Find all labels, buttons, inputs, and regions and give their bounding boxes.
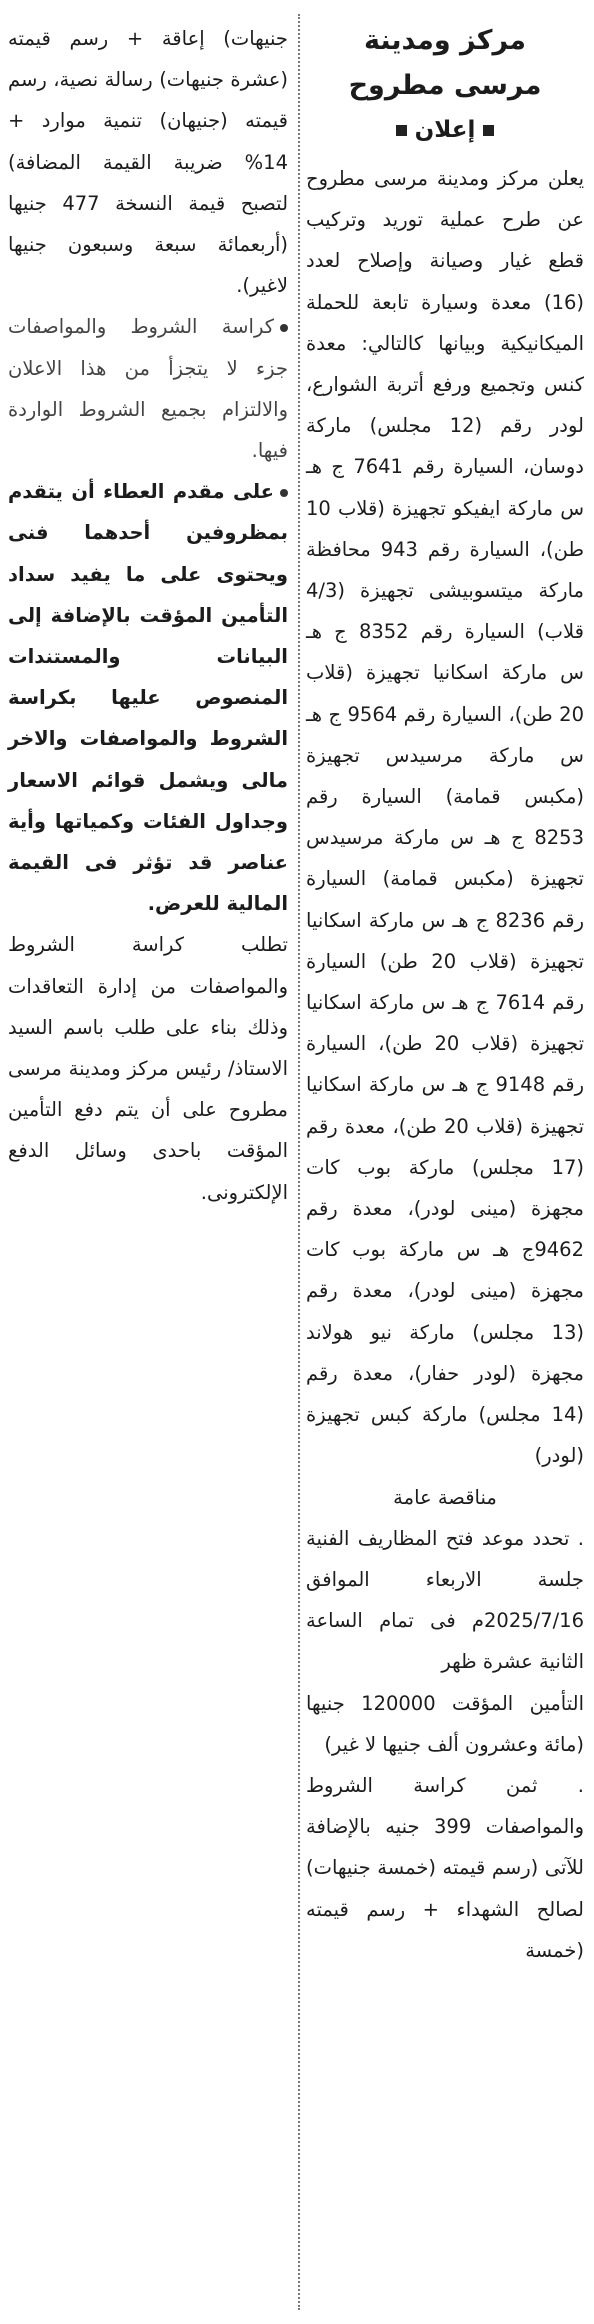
opening-date: . تحدد موعد فتح المظاريف الفنية جلسة الاربعاء الموافق 2025/7/16م فى تمام الساعة الثانية عشرة ظهر bbox=[306, 1526, 584, 1674]
right-column bbox=[306, 18, 584, 1971]
square-bullet-icon bbox=[396, 125, 407, 136]
notice-title-line1: مركز ومدينة bbox=[363, 25, 527, 56]
bullet-conditions bbox=[8, 306, 288, 471]
bullet-dot-icon bbox=[280, 324, 288, 332]
bullet-envelopes-text: على مقدم العطاء أن يتقدم بمظروفين أحدهما فنى ويحتوى على ما يفيد سداد التأمين المؤقت بالإضافة إلى البيانات والمستندات المنصوص عليها بكراسة الشروط والمواصفات والاخر مالى ويشمل قوائم الاسعار وجداول الفئات وكمياتها وأية عناصر قد تؤثر فى القيمة المالية للعرض. bbox=[8, 480, 288, 916]
bullet-envelopes bbox=[8, 471, 288, 924]
notice-subtitle bbox=[306, 108, 584, 152]
booklet-request: تطلب كراسة الشروط والمواصفات من إدارة التعاقدات وذلك بناء على طلب باسم السيد الاستاذ/ رئيس مركز ومدينة مرسى مطروح على أن يتم دفع التأمين المؤقت باحدى وسائل الدفع الإلكترونى. bbox=[8, 933, 288, 1204]
column-divider bbox=[298, 14, 300, 2310]
notice-intro: يعلن مركز ومدينة مرسى مطروح عن طرح عملية توريد وتركيب قطع غيار وصيانة وإصلاح لعدد (16) معدة وسيارة تابعة للحملة الميكانيكية وبيانها كالتالي: معدة كنس وتجميع ورفع أتربة الشوارع، لودر رقم (12 مجلس) ماركة دوسان، السيارة رقم 7641 ج هـ س ماركة ايفيكو تجهيزة (قلاب 10 طن)، السيارة رقم 943 محافظة ماركة ميتسوبيشى تجهيزة (4/3 قلاب) السيارة رقم 8352 ج هـ س ماركة اسكانيا تجهيزة (قلاب 20 طن)، السيارة رقم 9564 ج هـ س ماركة مرسيدس تجهيزة (مكبس قمامة) السيارة رقم 8253 ج هـ س ماركة مرسيدس تجهيزة (مكبس قمامة) السيارة رقم 8236 ج هـ س ماركة اسكانيا تجهيزة (قلاب 20 طن) السيارة رقم 7614 ج هـ س ماركة اسكانيا تجهيزة (قلاب 20 طن)، السيارة رقم 9148 ج هـ س ماركة اسكانيا تجهيزة (قلاب 20 طن)، معدة رقم (17 مجلس) ماركة بوب كات مجهزة (مينى لودر)، معدة رقم 9462ج هـ س ماركة بوب كات مجهزة (مينى لودر)، معدة رقم (13 مجلس) ماركة نيو هولاند مجهزة (لودر حفار)، معدة رقم (14 مجلس) ماركة كبس تجهيزة (لودر) bbox=[306, 167, 585, 1468]
fees-continuation: جنيهات) إعاقة + رسم قيمته (عشرة جنيهات) رسالة نصية، رسم قيمته (جنيهان) تنمية موارد + 14% ضريبة القيمة المضافة) لتصبح قيمة النسخة 477 جنيها (أربعمائة سبعة وسبعون جنيها لاغير). bbox=[8, 27, 289, 298]
bullet-dot-icon bbox=[280, 489, 288, 497]
temporary-insurance: التأمين المؤقت 120000 جنيها (مائة وعشرون ألف جنيها لا غير) bbox=[306, 1691, 584, 1756]
left-column bbox=[8, 18, 288, 1213]
notice-title-line2: مرسى مطروح bbox=[348, 70, 542, 101]
booklet-price: . ثمن كراسة الشروط والمواصفات 399 جنيه بالإضافة للآتى (رسم قيمته (خمسة جنيهات) لصالح الشهداء + رسم قيمته (خمسة bbox=[306, 1773, 584, 1962]
tender-type: مناقصة عامة bbox=[393, 1485, 497, 1509]
notice-subtitle-text: إعلان bbox=[414, 117, 476, 143]
bullet-conditions-text: كراسة الشروط والمواصفات جزء لا يتجزأ من هذا الاعلان والالتزام بجميع الشروط الواردة فيها. bbox=[8, 315, 288, 463]
square-bullet-icon bbox=[483, 125, 494, 136]
